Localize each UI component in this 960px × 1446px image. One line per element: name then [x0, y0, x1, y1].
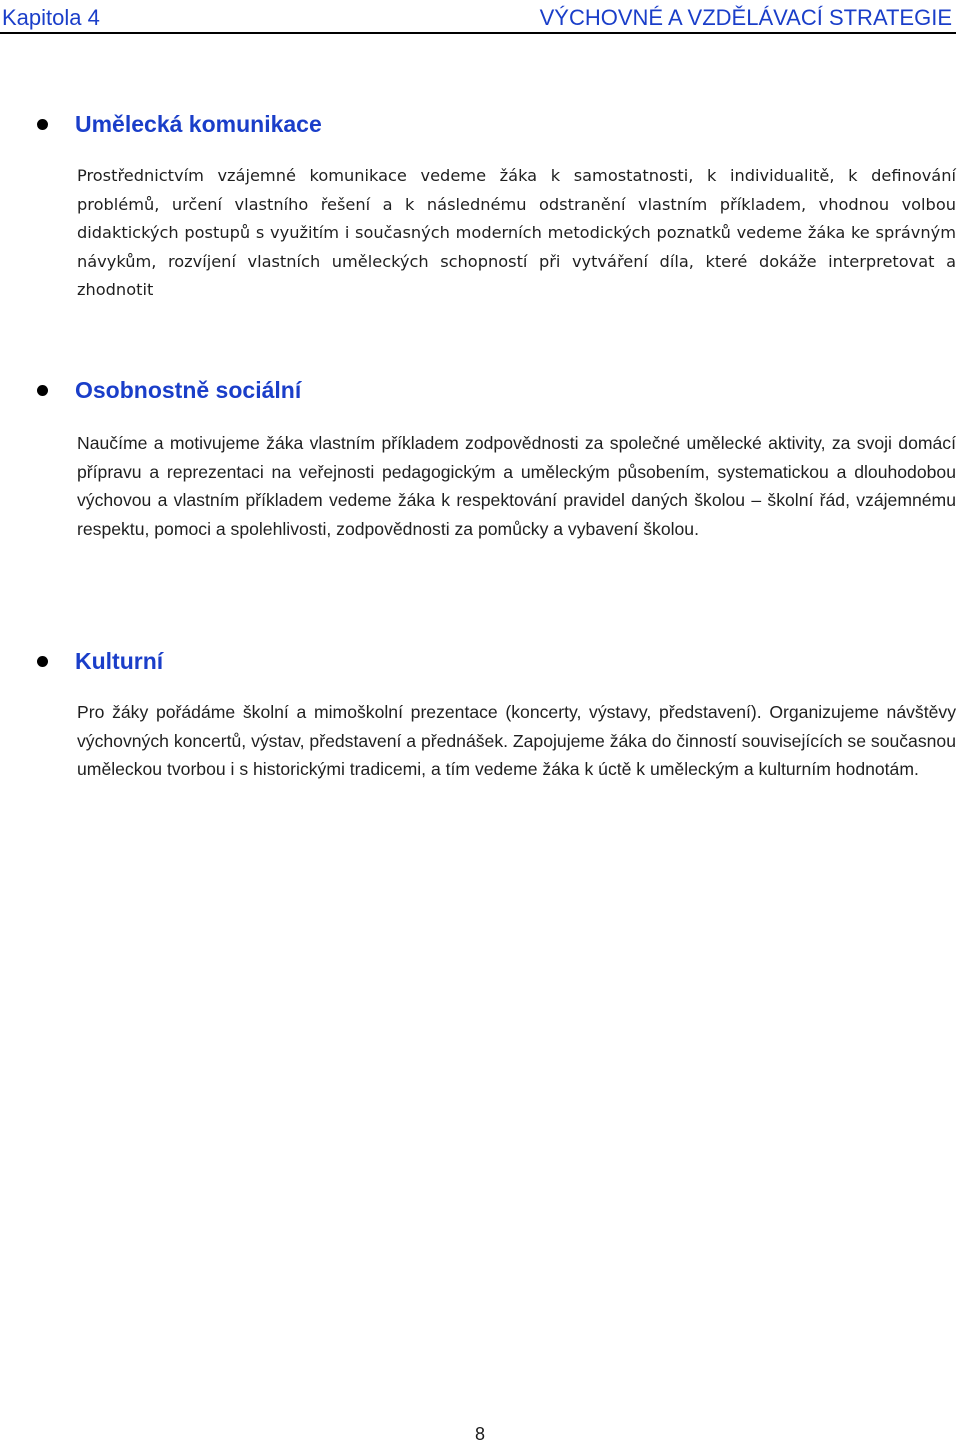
section-heading: Kulturní [75, 648, 164, 674]
chapter-label: Kapitola 4 [2, 5, 100, 30]
section-paragraph: Naučíme a motivujeme žáka vlastním příkladem zodpovědnosti za společné umělecké aktivity, za svoji domácí přípravu a reprezentaci na veřejnosti pedagogickým a uměleckým působením, systematickou a dlouhodobou výchovou a vlastním příkladem vedeme žáka k respektování pravidel daných školou – školní řád, vzájemnému respektu, pomoci a spolehlivosti, zodpovědnosti za pomůcky a vybavení školou. [77, 433, 956, 539]
section-paragraph: Prostřednictvím vzájemné komunikace vedeme žáka k samostatnosti, k individualitě, k definování problémů, určení vlastního řešení a k následnému odstranění vlastním příkladem, vhodnou volbou didaktických postupů s využitím i současných moderních metodických poznatků vedeme žáka ke správným návykům, rozvíjení vlastních uměleckých schopností při vytváření díla, které dokáže interpretovat a zhodnotit [77, 166, 956, 299]
chapter-title: VÝCHOVNÉ A VZDĚLÁVACÍ STRATEGIE [539, 5, 952, 30]
bullet-icon [37, 119, 48, 130]
section-paragraph: Pro žáky pořádáme školní a mimoškolní prezentace (koncerty, výstavy, představení). Organizujeme návštěvy výchovných koncertů, výstav, představení a přednášek. Zapojujeme žáka do činností souvisejících se současnou uměleckou tvorbou i s historickými tradicemi, a tím vedeme žáka k úctě k uměleckým a kulturním hodnotám. [77, 702, 956, 779]
section-heading: Osobnostně sociální [75, 377, 302, 403]
page-header [0, 0, 956, 34]
page-number: 8 [474, 1424, 485, 1444]
bullet-icon [37, 656, 48, 667]
bullet-icon [37, 385, 48, 396]
section-heading: Umělecká komunikace [75, 111, 322, 137]
